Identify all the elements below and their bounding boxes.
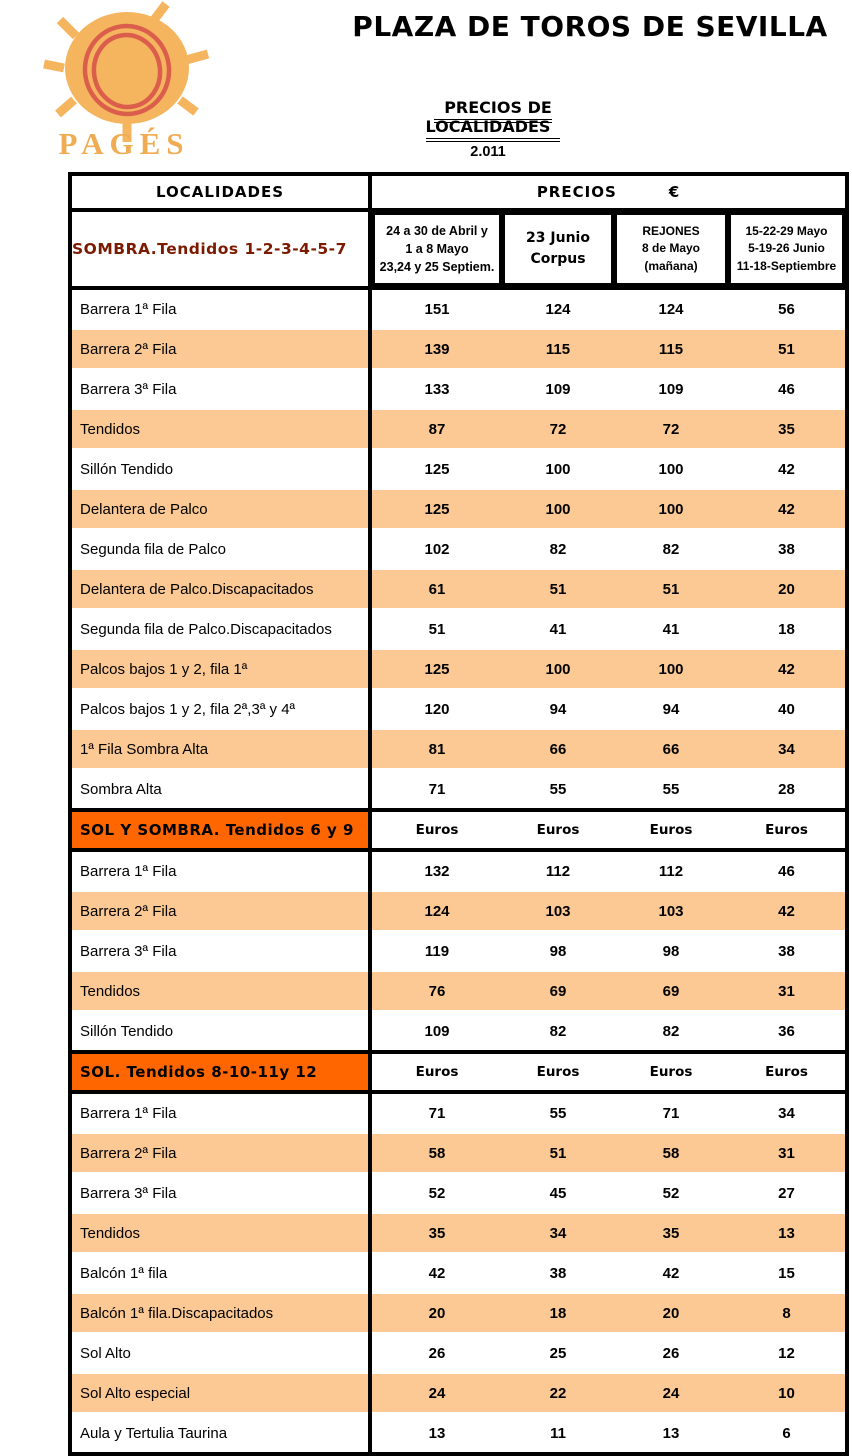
seat-label: Segunda fila de Palco — [70, 529, 370, 569]
localidades-header: LOCALIDADES — [70, 174, 370, 210]
date-line: Corpus — [530, 251, 586, 267]
price-value: 82 — [502, 529, 614, 569]
price-value: 139 — [370, 329, 502, 369]
price-value: 35 — [614, 1213, 728, 1253]
price-value: 82 — [502, 1011, 614, 1052]
seat-label: Sol Alto especial — [70, 1373, 370, 1413]
price-value: 82 — [614, 529, 728, 569]
seat-label: Sombra Alta — [70, 769, 370, 810]
price-table — [68, 172, 849, 1456]
price-value: 38 — [728, 529, 847, 569]
table-row — [70, 1213, 847, 1253]
price-value: 103 — [502, 891, 614, 931]
price-value: 66 — [502, 729, 614, 769]
price-value: 115 — [502, 329, 614, 369]
date-box — [372, 212, 502, 286]
price-value: 151 — [370, 288, 502, 329]
date-line: 1 a 8 Mayo — [405, 241, 469, 256]
seat-label: Barrera 3ª Fila — [70, 1173, 370, 1213]
price-value: 55 — [614, 769, 728, 810]
price-value: 26 — [370, 1333, 502, 1373]
seat-label: Palcos bajos 1 y 2, fila 2ª,3ª y 4ª — [70, 689, 370, 729]
price-value: 36 — [728, 1011, 847, 1052]
page-subtitle: PRECIOS DE LOCALIDADES — [368, 98, 618, 136]
price-value: 100 — [502, 649, 614, 689]
brand-name: PAGÉS — [58, 126, 190, 161]
table-row — [70, 1011, 847, 1052]
date-line: 24 a 30 de Abril y — [386, 223, 488, 238]
euro-symbol: € — [668, 183, 681, 201]
date-box — [728, 212, 845, 286]
price-value: 82 — [614, 1011, 728, 1052]
seat-label: Tendidos — [70, 1213, 370, 1253]
price-value: 40 — [728, 689, 847, 729]
date-box — [502, 212, 614, 286]
seat-label: Balcón 1ª fila — [70, 1253, 370, 1293]
price-value: 38 — [502, 1253, 614, 1293]
seat-label: Sillón Tendido — [70, 1011, 370, 1052]
price-value: 71 — [370, 1092, 502, 1133]
price-value: 55 — [502, 769, 614, 810]
price-value: 42 — [728, 891, 847, 931]
euros-label: Euros — [614, 1052, 728, 1092]
price-value: 58 — [370, 1133, 502, 1173]
euros-label: Euros — [370, 1052, 502, 1092]
table-row — [70, 729, 847, 769]
date-line: REJONES — [642, 223, 700, 238]
price-value: 31 — [728, 1133, 847, 1173]
date-line: 23,24 y 25 Septiem. — [379, 260, 495, 275]
price-value: 42 — [614, 1253, 728, 1293]
price-value: 51 — [728, 329, 847, 369]
price-value: 25 — [502, 1333, 614, 1373]
price-value: 72 — [502, 409, 614, 449]
price-value: 31 — [728, 971, 847, 1011]
price-value: 112 — [502, 850, 614, 891]
price-value: 13 — [370, 1413, 502, 1454]
price-value: 87 — [370, 409, 502, 449]
table-row — [70, 931, 847, 971]
price-value: 12 — [728, 1333, 847, 1373]
price-value: 58 — [614, 1133, 728, 1173]
price-value: 98 — [502, 931, 614, 971]
price-value: 18 — [728, 609, 847, 649]
sun-arena-icon — [24, 8, 224, 128]
price-value: 42 — [728, 449, 847, 489]
seat-label: Barrera 2ª Fila — [70, 891, 370, 931]
table-row — [70, 329, 847, 369]
table-row — [70, 288, 847, 329]
price-value: 24 — [370, 1373, 502, 1413]
price-value: 52 — [370, 1173, 502, 1213]
price-value: 27 — [728, 1173, 847, 1213]
price-value: 34 — [502, 1213, 614, 1253]
seat-label: Tendidos — [70, 971, 370, 1011]
date-column-header-1 — [370, 210, 502, 288]
price-value: 69 — [614, 971, 728, 1011]
seat-label: Palcos bajos 1 y 2, fila 1ª — [70, 649, 370, 689]
price-value: 71 — [370, 769, 502, 810]
price-value: 41 — [502, 609, 614, 649]
page-title: PLAZA DE TOROS DE SEVILLA — [352, 10, 828, 43]
euros-label: Euros — [370, 810, 502, 850]
pages-logo — [24, 8, 224, 173]
table-row — [70, 369, 847, 409]
table-row — [70, 1373, 847, 1413]
price-value: 38 — [728, 931, 847, 971]
price-value: 51 — [502, 569, 614, 609]
table-row — [70, 891, 847, 931]
seat-label: Tendidos — [70, 409, 370, 449]
seat-label: Aula y Tertulia Taurina — [70, 1413, 370, 1454]
price-value: 81 — [370, 729, 502, 769]
table-row — [70, 689, 847, 729]
price-value: 8 — [728, 1293, 847, 1333]
price-value: 102 — [370, 529, 502, 569]
price-value: 100 — [614, 449, 728, 489]
price-value: 51 — [614, 569, 728, 609]
price-value: 34 — [728, 729, 847, 769]
price-value: 94 — [614, 689, 728, 729]
price-value: 51 — [502, 1133, 614, 1173]
seat-label: Barrera 1ª Fila — [70, 850, 370, 891]
date-column-header-3 — [614, 210, 728, 288]
seat-label: Barrera 3ª Fila — [70, 931, 370, 971]
seat-label: Barrera 1ª Fila — [70, 1092, 370, 1133]
seat-label: Segunda fila de Palco.Discapacitados — [70, 609, 370, 649]
price-value: 42 — [728, 649, 847, 689]
price-value: 109 — [370, 1011, 502, 1052]
date-line: (mañana) — [644, 258, 698, 273]
section-header-row — [70, 1052, 847, 1092]
price-value: 125 — [370, 489, 502, 529]
price-value: 10 — [728, 1373, 847, 1413]
price-value: 125 — [370, 449, 502, 489]
euros-label: Euros — [728, 810, 847, 850]
price-value: 51 — [370, 609, 502, 649]
date-line: 5-19-26 Junio — [748, 241, 825, 256]
price-value: 11 — [502, 1413, 614, 1454]
price-value: 20 — [728, 569, 847, 609]
seat-label: Sillón Tendido — [70, 449, 370, 489]
table-row — [70, 1293, 847, 1333]
price-value: 103 — [614, 891, 728, 931]
price-value: 28 — [728, 769, 847, 810]
price-value: 56 — [728, 288, 847, 329]
price-value: 132 — [370, 850, 502, 891]
price-value: 18 — [502, 1293, 614, 1333]
price-value: 124 — [370, 891, 502, 931]
price-value: 124 — [614, 288, 728, 329]
table-row — [70, 649, 847, 689]
price-value: 45 — [502, 1173, 614, 1213]
price-value: 98 — [614, 931, 728, 971]
table-row — [70, 489, 847, 529]
price-value: 35 — [728, 409, 847, 449]
seat-label: Balcón 1ª fila.Discapacitados — [70, 1293, 370, 1333]
seat-label: Delantera de Palco.Discapacitados — [70, 569, 370, 609]
table-row — [70, 1092, 847, 1133]
price-value: 94 — [502, 689, 614, 729]
precios-header — [370, 174, 847, 210]
price-value: 115 — [614, 329, 728, 369]
seat-label: Barrera 1ª Fila — [70, 288, 370, 329]
euros-label: Euros — [614, 810, 728, 850]
price-table-body — [70, 288, 847, 1454]
euros-label: Euros — [502, 810, 614, 850]
table-row — [70, 449, 847, 489]
price-value: 52 — [614, 1173, 728, 1213]
price-value: 109 — [614, 369, 728, 409]
table-row — [70, 529, 847, 569]
euros-label: Euros — [728, 1052, 847, 1092]
price-value: 46 — [728, 369, 847, 409]
precios-label: PRECIOS — [536, 183, 617, 201]
seat-label: Delantera de Palco — [70, 489, 370, 529]
date-line: 23 Junio — [526, 230, 590, 246]
price-value: 119 — [370, 931, 502, 971]
section-title: SOL. Tendidos 8-10-11y 12 — [70, 1052, 370, 1092]
price-value: 133 — [370, 369, 502, 409]
table-row — [70, 1253, 847, 1293]
section-title-sombra: SOMBRA.Tendidos 1-2-3-4-5-7 — [70, 210, 370, 288]
seat-label: Barrera 3ª Fila — [70, 369, 370, 409]
table-row — [70, 569, 847, 609]
table-row — [70, 850, 847, 891]
price-value: 100 — [502, 449, 614, 489]
date-header-row — [70, 210, 847, 288]
price-value: 20 — [614, 1293, 728, 1333]
price-value: 72 — [614, 409, 728, 449]
price-value: 24 — [614, 1373, 728, 1413]
price-value: 61 — [370, 569, 502, 609]
table-row — [70, 409, 847, 449]
price-value: 109 — [502, 369, 614, 409]
date-line: 11-18-Septiembre — [736, 258, 837, 273]
seat-label: 1ª Fila Sombra Alta — [70, 729, 370, 769]
price-value: 55 — [502, 1092, 614, 1133]
price-value: 112 — [614, 850, 728, 891]
price-value: 66 — [614, 729, 728, 769]
price-value: 13 — [728, 1213, 847, 1253]
price-value: 26 — [614, 1333, 728, 1373]
price-value: 69 — [502, 971, 614, 1011]
table-row — [70, 609, 847, 649]
table-header-row — [70, 174, 847, 210]
date-line: 15-22-29 Mayo — [745, 223, 828, 238]
price-value: 100 — [502, 489, 614, 529]
table-row — [70, 1133, 847, 1173]
price-value: 41 — [614, 609, 728, 649]
section-header-row — [70, 810, 847, 850]
table-row — [70, 1173, 847, 1213]
price-value: 20 — [370, 1293, 502, 1333]
price-value: 71 — [614, 1092, 728, 1133]
euros-label: Euros — [502, 1052, 614, 1092]
price-value: 42 — [370, 1253, 502, 1293]
price-value: 100 — [614, 489, 728, 529]
price-value: 100 — [614, 649, 728, 689]
price-value: 124 — [502, 288, 614, 329]
table-row — [70, 769, 847, 810]
seat-label: Sol Alto — [70, 1333, 370, 1373]
seat-label: Barrera 2ª Fila — [70, 1133, 370, 1173]
price-value: 120 — [370, 689, 502, 729]
date-line: 8 de Mayo — [641, 241, 701, 256]
price-value: 34 — [728, 1092, 847, 1133]
date-column-header-2 — [502, 210, 614, 288]
price-value: 76 — [370, 971, 502, 1011]
price-value: 15 — [728, 1253, 847, 1293]
price-value: 13 — [614, 1413, 728, 1454]
price-value: 22 — [502, 1373, 614, 1413]
price-value: 46 — [728, 850, 847, 891]
section-title: SOL Y SOMBRA. Tendidos 6 y 9 — [70, 810, 370, 850]
year-label: 2.011 — [470, 144, 506, 160]
table-row — [70, 1413, 847, 1454]
price-value: 125 — [370, 649, 502, 689]
price-value: 35 — [370, 1213, 502, 1253]
price-value: 42 — [728, 489, 847, 529]
table-row — [70, 971, 847, 1011]
table-row — [70, 1333, 847, 1373]
seat-label: Barrera 2ª Fila — [70, 329, 370, 369]
date-column-header-4 — [728, 210, 847, 288]
date-box — [614, 212, 728, 286]
price-value: 6 — [728, 1413, 847, 1454]
